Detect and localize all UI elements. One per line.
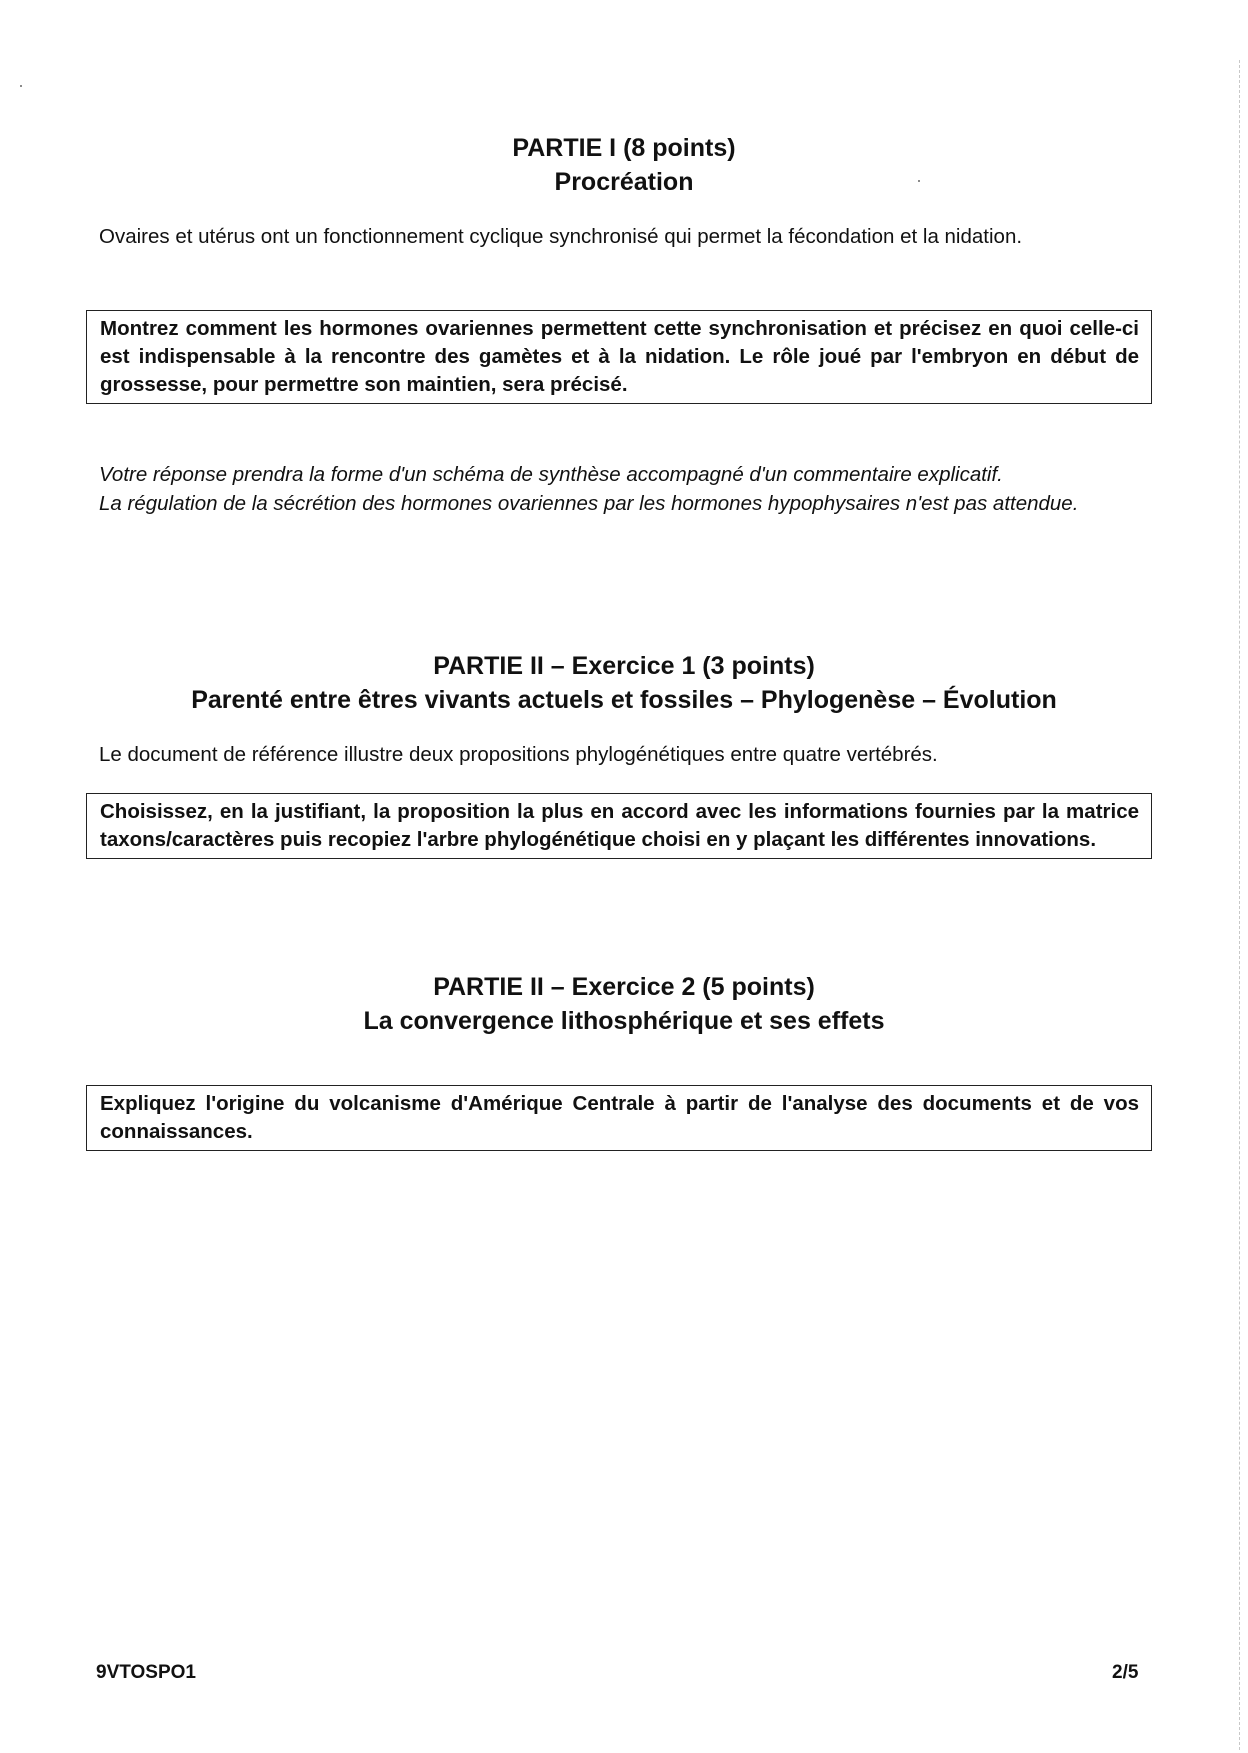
partie1-title: PARTIE I (8 points)	[512, 134, 736, 162]
partie2-ex1-intro: Le document de référence illustre deux propositions phylogénétiques entre quatre vertébrés.	[99, 743, 938, 766]
scan-edge	[1239, 60, 1240, 1750]
partie1-intro: Ovaires et utérus ont un fonctionnement cyclique synchronisé qui permet la fécondation et la nidation.	[99, 225, 1023, 248]
partie2-ex1-heading	[80, 649, 1168, 717]
partie1-instructions	[99, 460, 1161, 518]
partie2-ex1-question-box: Choisissez, en la justifiant, la proposition la plus en accord avec les informations fournies par la matrice taxons/caractères puis recopiez l'arbre phylogénétique choisi en y plaçant les différentes innovations.	[86, 793, 1152, 859]
partie2-ex2-heading	[80, 970, 1168, 1038]
partie2-ex1-subtitle: Parenté entre êtres vivants actuels et fossiles – Phylogenèse – Évolution	[191, 686, 1057, 714]
footer-page-number: 2/5	[1112, 1662, 1139, 1683]
partie2-ex2-question-box: Expliquez l'origine du volcanisme d'Amérique Centrale à partir de l'analyse des documents et de vos connaissances.	[86, 1085, 1152, 1151]
partie1-question-box: Montrez comment les hormones ovariennes permettent cette synchronisation et précisez en quoi celle-ci est indispensable à la rencontre des gamètes et à la nidation. Le rôle joué par l'embryon en début de grossesse, pour permettre son maintien, sera précisé.	[86, 310, 1152, 404]
partie2-ex2-subtitle: La convergence lithosphérique et ses effets	[363, 1007, 885, 1035]
partie1-instruction-2: La régulation de la sécrétion des hormones ovariennes par les hormones hypophysaires n'est pas attendue.	[99, 492, 1079, 515]
partie2-ex1-title: PARTIE II – Exercice 1 (3 points)	[433, 652, 815, 680]
partie1-instruction-1: Votre réponse prendra la forme d'un schéma de synthèse accompagné d'un commentaire explicatif.	[99, 463, 1003, 486]
footer-code: 9VTOSPO1	[96, 1662, 196, 1683]
partie1-subtitle: Procréation	[554, 168, 694, 196]
partie1-heading	[80, 131, 1168, 199]
partie2-ex2-title: PARTIE II – Exercice 2 (5 points)	[433, 973, 815, 1001]
scan-speck	[20, 85, 22, 87]
